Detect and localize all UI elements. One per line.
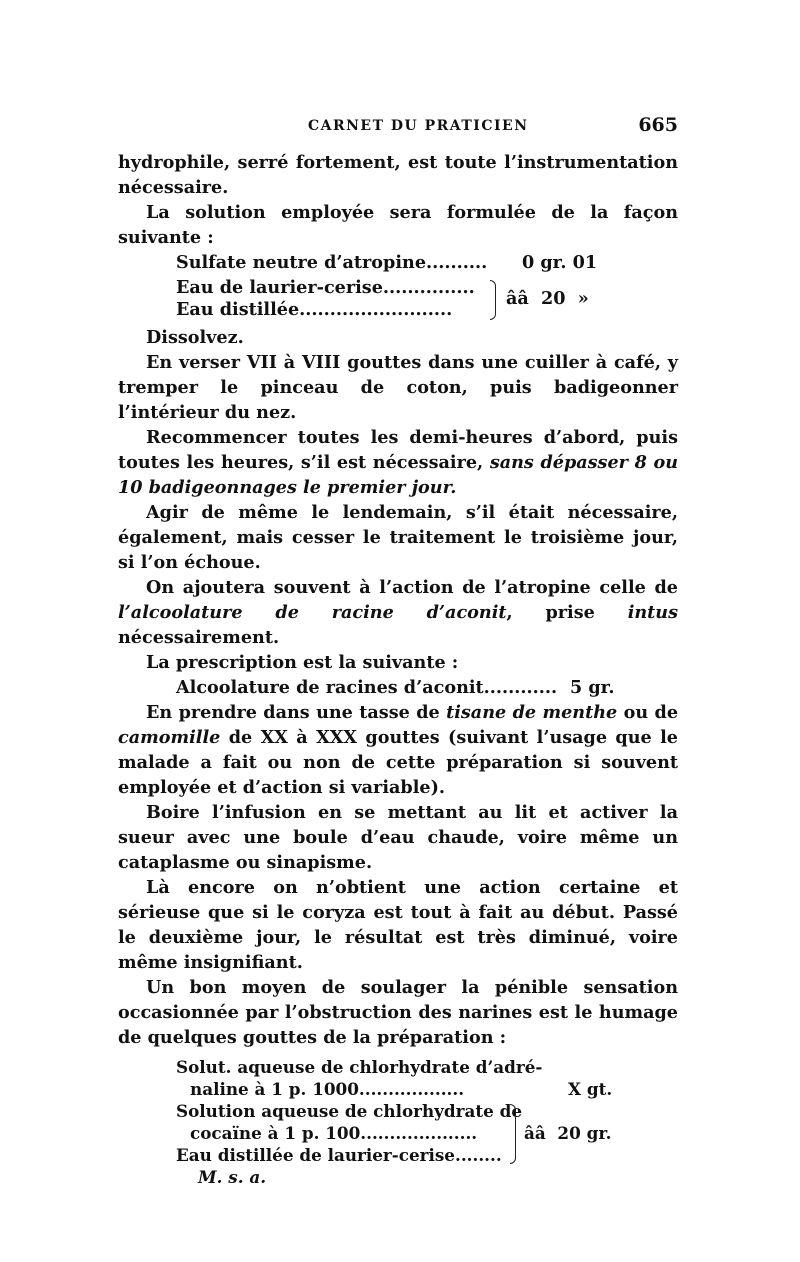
- rx3-msa: M. s. a.: [198, 1167, 267, 1187]
- page-body: [118, 150, 678, 1186]
- paragraph-10: Là encore on n’obtient une action certaine et sérieuse que si le coryza est tout à fait au début. Passé le deuxième jour, le résultat est très diminué, voire même insignifiant.: [118, 877, 678, 973]
- paragraph-8-text-b: ou de: [617, 702, 679, 723]
- paragraph-7: La prescription est la suivante :: [146, 652, 459, 673]
- paragraph-4-text: Recommencer toutes les demi-heures d’abord, puis toutes les heures, s’il est nécessaire,: [118, 427, 678, 473]
- paragraph-8-text-c: de XX à XXX gouttes (suivant l’usage que le malade a fait ou non de cette préparation si souvent employée et d’action si variable).: [118, 727, 678, 798]
- paragraph-1: hydrophile, serré fortement, est toute l’instrumentation nécessaire.: [118, 152, 678, 198]
- brace-bracket: [490, 280, 496, 320]
- rx3-line2-label: naline à 1 p. 1000..................: [190, 1079, 465, 1099]
- rx3-line1: Solut. aqueuse de chlorhydrate d’adré-: [176, 1057, 543, 1077]
- paragraph-8: [118, 700, 678, 800]
- paragraph-8-emphasis-1: tisane de menthe: [446, 702, 618, 723]
- prescription-aconit: [118, 675, 678, 700]
- paragraph-5: Agir de même le lendemain, s’il était nécessaire, également, mais cesser le traitement le troisième jour, si l’on échoue.: [118, 502, 678, 573]
- paragraph-8-emphasis-2: camomille: [118, 727, 221, 748]
- brace-bracket-2: [510, 1104, 516, 1164]
- rx3-line4: cocaïne à 1 p. 100....................: [190, 1123, 478, 1143]
- paragraph-6: [118, 575, 678, 650]
- rx1-line2-label: Eau de laurier-cerise...............: [176, 277, 475, 298]
- paragraph-6-emphasis-1: l’alcoolature de racine d’aconit: [118, 602, 507, 623]
- header-title: CARNET DU PRATICIEN: [308, 118, 529, 134]
- paragraph-4-emphasis: sans dépasser 8 ou 10 badigeonnages le premier jour.: [118, 452, 678, 498]
- running-header: [118, 114, 678, 138]
- paragraph-6-text-b: , prise: [506, 602, 628, 623]
- rx1-brace-value: ââ 20 »: [506, 288, 589, 309]
- paragraph-6-text-a: On ajoutera souvent à l’action de l’atropine celle de: [146, 577, 678, 598]
- paragraph-3: En verser VII à VIII gouttes dans une cuiller à café, y tremper le pinceau de coton, puis badigeonner l’intérieur du nez.: [118, 352, 678, 423]
- prescription-atropine: [118, 250, 678, 325]
- rx1-line1-label: Sulfate neutre d’atropine..........: [176, 252, 488, 273]
- page-number: 665: [638, 114, 678, 136]
- paragraph-4: [118, 425, 678, 500]
- rx3-line5: Eau distillée de laurier-cerise........: [176, 1145, 502, 1165]
- rx2-value: 5 gr.: [570, 677, 615, 698]
- paragraph-6-text-c: nécessairement.: [118, 627, 280, 648]
- paragraph-6-emphasis-2: intus: [627, 602, 679, 623]
- paragraph-2: La solution employée sera formulée de la façon suivante :: [118, 202, 678, 248]
- rx2-label: Alcoolature de racines d’aconit............: [176, 677, 558, 698]
- rx1-line3-label: Eau distillée.........................: [176, 299, 453, 320]
- rx3-brace-value: ââ 20 gr.: [524, 1123, 612, 1143]
- rx3-line2-value: X gt.: [568, 1079, 613, 1099]
- paragraph-11: Un bon moyen de soulager la pénible sensation occasionnée par l’obstruction des narines est le humage de quelques gouttes de la préparation :: [118, 977, 678, 1048]
- dissolvez-line: Dissolvez.: [146, 327, 244, 348]
- paragraph-9: Boire l’infusion en se mettant au lit et activer la sueur avec une boule d’eau chaude, voire même un cataplasme ou sinapisme.: [118, 802, 678, 873]
- rx3-line3: Solution aqueuse de chlorhydrate de: [176, 1101, 523, 1121]
- paragraph-8-text-a: En prendre dans une tasse de: [146, 702, 447, 723]
- prescription-cocaine: [118, 1056, 678, 1186]
- rx1-line1-value: 0 gr. 01: [522, 252, 598, 273]
